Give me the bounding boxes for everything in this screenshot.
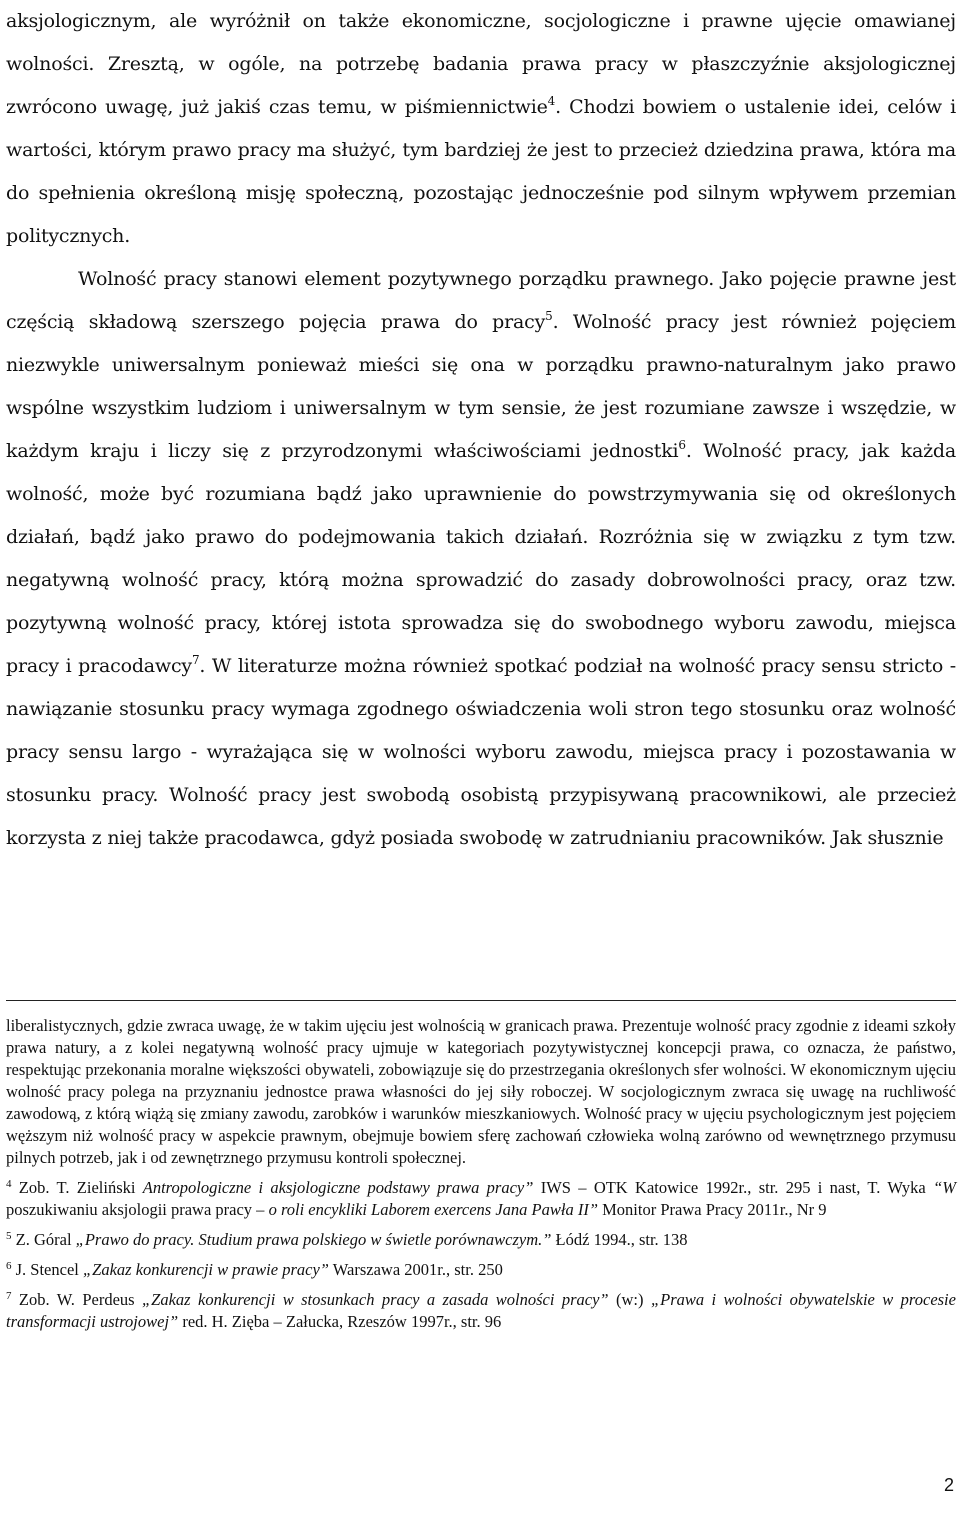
main-text: [6, 0, 956, 860]
footnote-continuation: liberalistycznych, gdzie zwraca uwagę, że w takim ujęciu jest wolnością w granicach prawa. Prezentuje wolność pracy zgodnie z ideami szkoły prawa natury, a z kolei negatywną wolność pracy ujmuje w kategoriach pozytywistycznej koncepcji prawa, co oznacza, że państwo, respektując przekonania moralne większości obywateli, zobowiązuje się do przestrzegania określonych sfer wolności. W ekonomicznym ujęciu wolność pracy polega na przyznaniu jednostce prawa własności do jej siły roboczej. W socjologicznym zwraca się uwagę na ruchliwość zawodową, z którą wiążą się zmiany zawodu, zarobków i warunków mieszkaniowych. Wolność pracy w ujęciu psychologicznym jest pojęciem węższym niż wolność pracy w aspekcie prawnym, obejmuje bowiem sferę zachowań człowieka wolną zarówno od wewnętrznego przymusu pilnych potrzeb, jak i od zewnętrznego przymusu kontroli społecznej.: [6, 1016, 956, 1167]
footnote-number: 6: [6, 1260, 12, 1272]
text-run: . W literaturze można również spotkać podział na wolność pracy sensu stricto - nawiązanie stosunku pracy wymaga zgodnego oświadczenia woli stron tego stosunku oraz wolność pracy sensu largo - wyrażająca się w wolności wyboru zawodu, miejsca pracy i pozostawania w stosunku pracy. Wolność pracy jest swobodą osobistą przypisywaną pracownikowi, ale przecież korzysta z niej także pracodawca, gdyż posiada swobodę w zatrudnianiu pracowników. Jak słusznie: [6, 655, 956, 849]
title-run: „Prawa i wolności obywatelskie w procesie transformacji ustrojowej”: [6, 1290, 956, 1331]
text-run: . Wolność pracy jest również pojęciem niezwykle uniwersalnym ponieważ mieści się ona w porządku prawno-naturalnym jako prawo wspólne wszystkim ludziom i uniwersalnym w tym sensie, że jest rozumiane zawsze i wszędzie, w każdym kraju i liczy się z przyrodzonymi właściwościami jednostki: [6, 311, 956, 462]
footnote-ref-5[interactable]: 5: [545, 309, 553, 323]
footnote-number: 7: [6, 1290, 12, 1302]
text-run: Zob. T. Zieliński: [11, 1178, 143, 1197]
page-number: 2: [943, 1475, 954, 1495]
footnote-ref-4[interactable]: 4: [547, 94, 556, 108]
title-run: o roli encykliki Laborem exercens Jana Pawła II”: [268, 1200, 599, 1219]
paragraph-2: [6, 258, 956, 860]
text-run: Z. Góral: [11, 1230, 76, 1249]
paragraph-1: [6, 0, 956, 258]
footnote-ref-6[interactable]: 6: [678, 438, 686, 452]
title-run: „Prawo do pracy. Studium prawa polskiego w świetle porównawczym.”: [75, 1230, 552, 1249]
footnote-number: 5: [6, 1230, 12, 1242]
footnote-7: [6, 1289, 956, 1333]
text-run: J. Stencel: [11, 1260, 83, 1279]
text-run: Zob. W. Perdeus: [11, 1290, 142, 1309]
title-run: “W: [933, 1178, 956, 1197]
text-run: Monitor Prawa Pracy 2011r., Nr 9: [598, 1200, 827, 1219]
footnote-ref-7[interactable]: 7: [191, 653, 200, 667]
title-run: „Zakaz konkurencji w prawie pracy”: [83, 1260, 329, 1279]
footnotes: [6, 1015, 956, 1341]
text-run: IWS – OTK Katowice 1992r., str. 295 i nast, T. Wyka: [533, 1178, 934, 1197]
text-run: aksjologicznym, ale wyróżnił on także ekonomiczne, socjologiczne i prawne ujęcie omawianej wolności. Zresztą, w ogóle, na potrzebę badania prawa pracy w płaszczyźnie aksjologicznej zwrócono uwagę, już jakiś czas temu, w piśmiennictwie: [6, 10, 956, 118]
text-run: (w:): [608, 1290, 651, 1309]
footnote-separator: [6, 1000, 956, 1001]
text-run: poszukiwaniu aksjologii prawa pracy –: [6, 1200, 269, 1219]
footnote-number: 4: [6, 1178, 12, 1190]
title-run: Antropologiczne i aksjologiczne podstawy prawa pracy”: [142, 1178, 534, 1197]
footnote-5: [6, 1229, 956, 1251]
text-run: . Wolność pracy, jak każda wolność, może być rozumiana bądź jako uprawnienie do powstrzymywania się od określonych działań, bądź jako prawo do podejmowania takich działań. Rozróżnia się w związku z tym tzw. negatywną wolność pracy, którą można sprowadzić do zasady dobrowolności pracy, oraz tzw. pozytywną wolność pracy, której istota sprowadza się do swobodnego wyboru zawodu, miejsca pracy i pracodawcy: [6, 440, 956, 677]
text-run: Łódź 1994., str. 138: [551, 1230, 688, 1249]
text-run: Warszawa 2001r., str. 250: [328, 1260, 503, 1279]
footnote-4: [6, 1177, 956, 1221]
title-run: „Zakaz konkurencji w stosunkach pracy a zasada wolności pracy”: [142, 1290, 609, 1309]
text-run: Wolność pracy stanowi element pozytywnego porządku prawnego. Jako pojęcie prawne jest częścią składową szerszego pojęcia prawa do pracy: [6, 268, 956, 333]
text-run: red. H. Zięba – Załucka, Rzeszów 1997r., str. 96: [178, 1312, 502, 1331]
text-run: . Chodzi bowiem o ustalenie idei, celów i wartości, którym prawo pracy ma służyć, tym bardziej że jest to przecież dziedzina prawa, która ma do spełnienia określoną misję społeczną, pozostając jednocześnie pod silnym wpływem przemian politycznych.: [6, 96, 956, 247]
footnote-6: [6, 1259, 956, 1281]
